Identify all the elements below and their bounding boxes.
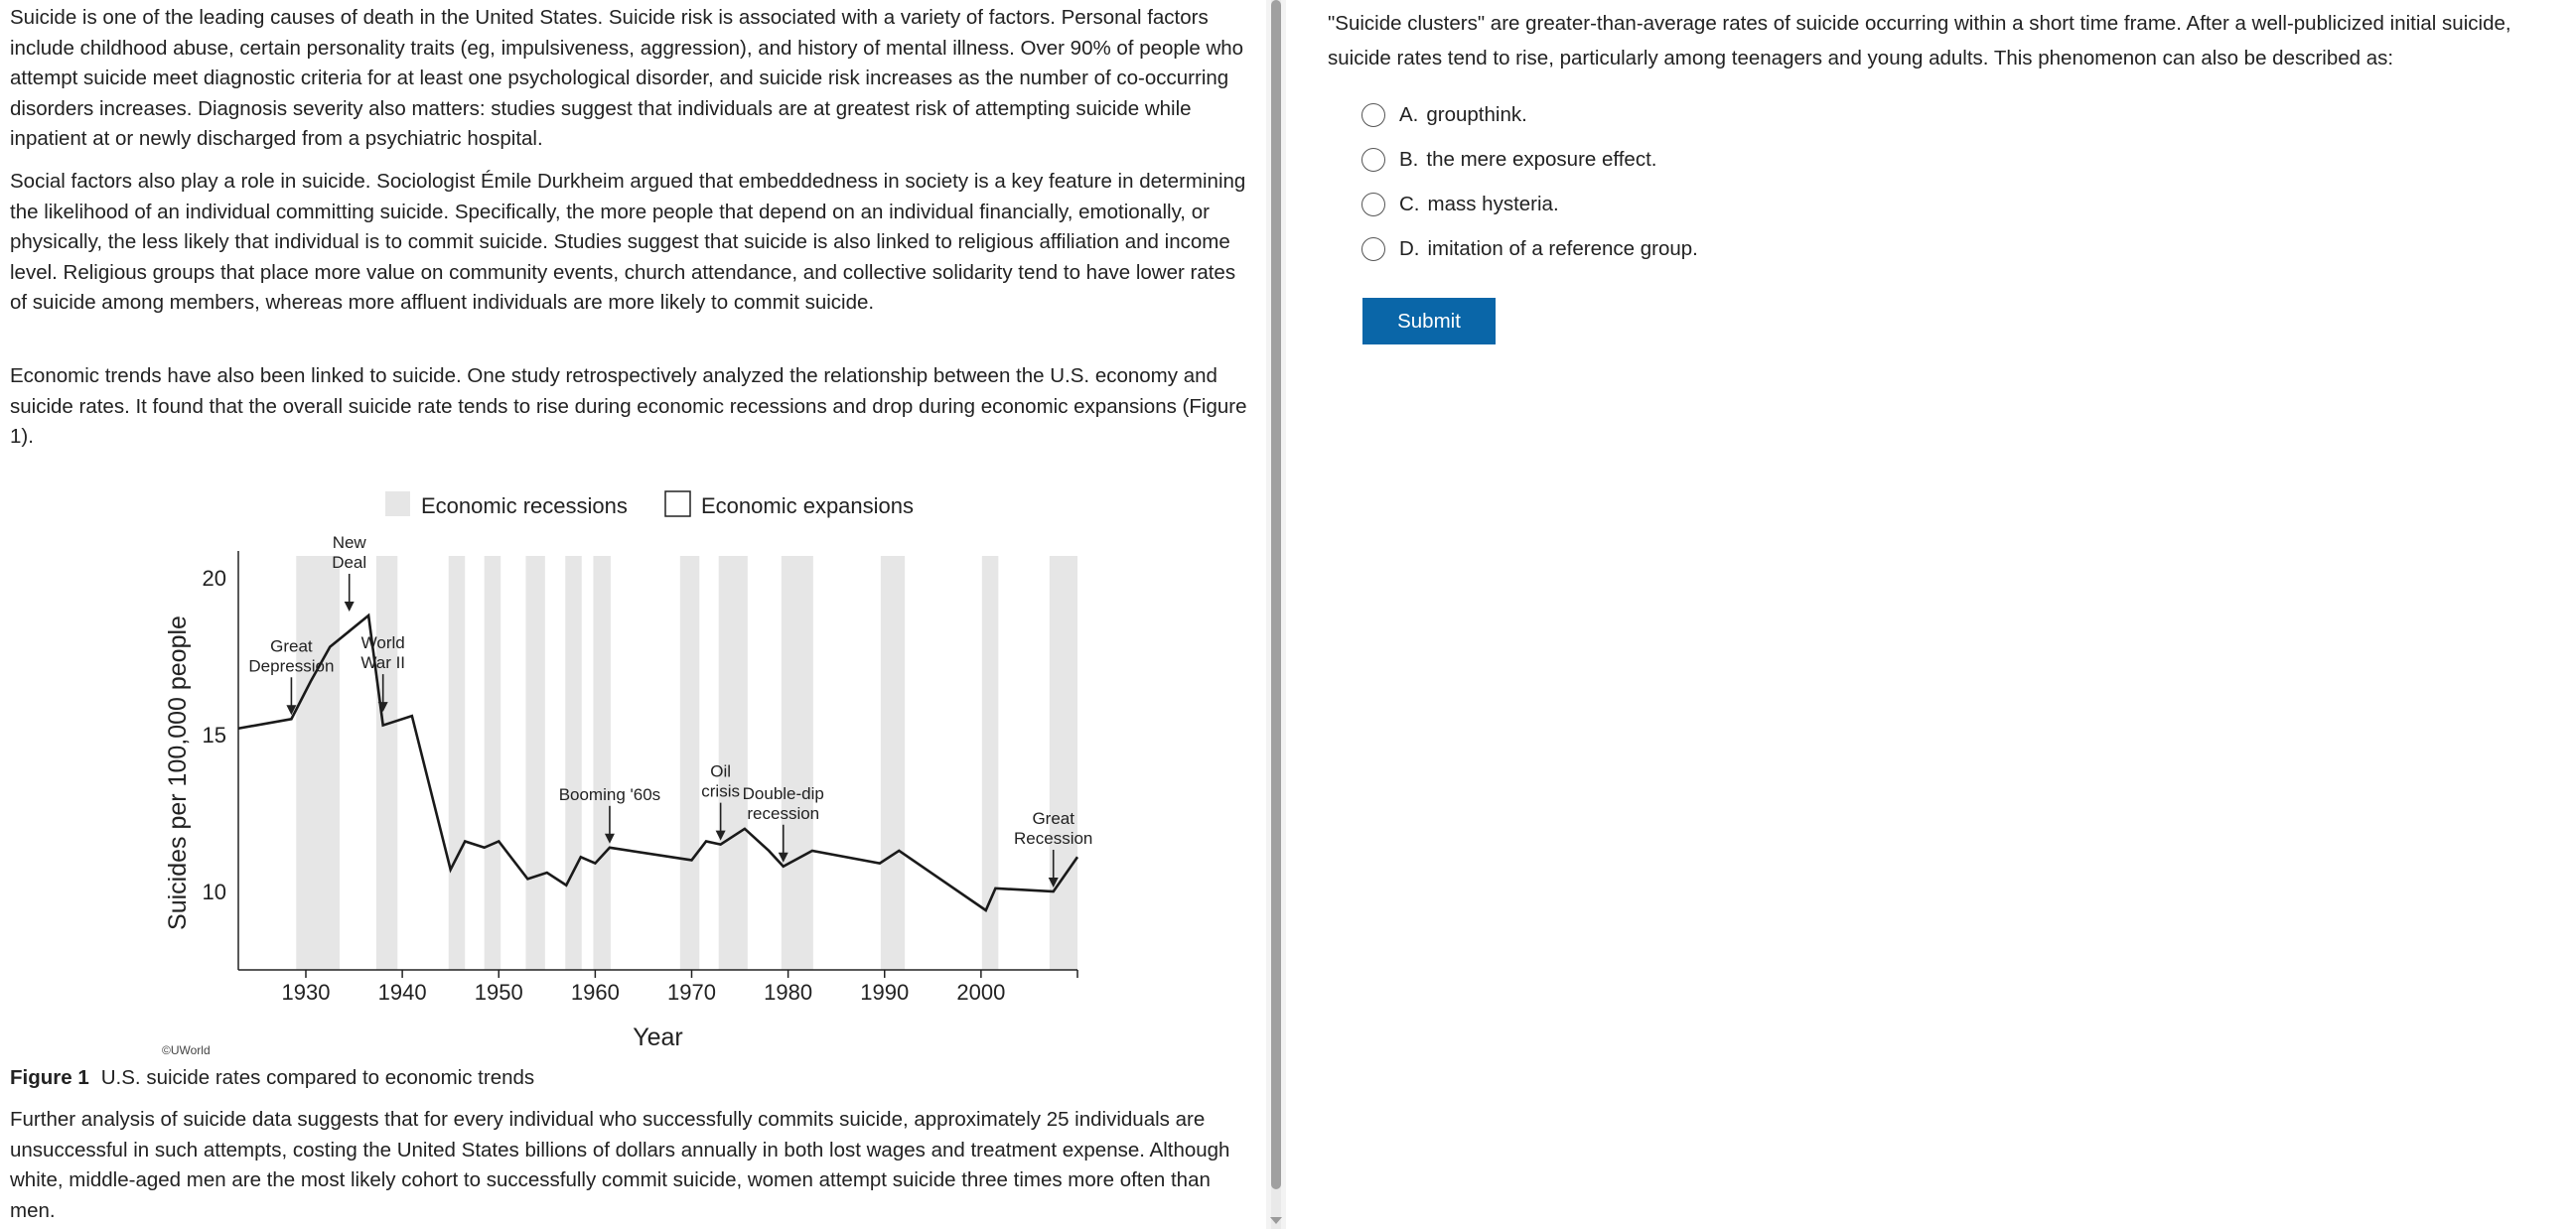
figure-caption (10, 1064, 534, 1092)
recession-band (1050, 556, 1077, 970)
choice-text: groupthink. (1426, 103, 1527, 126)
y-tick-label: 10 (202, 880, 226, 905)
figure-copyright: ©UWorld (162, 1043, 211, 1057)
answer-choice-d[interactable] (1361, 231, 1698, 267)
radio-button-icon[interactable] (1361, 237, 1385, 261)
recession-band (680, 556, 699, 970)
legend-swatch (385, 491, 410, 516)
recession-band (485, 556, 501, 970)
radio-button-icon[interactable] (1361, 103, 1385, 127)
annotation-label: Great (270, 636, 313, 656)
annotation-label: Oil (710, 761, 732, 781)
recession-band (376, 556, 397, 970)
x-tick-label: 2000 (956, 980, 1006, 1005)
radio-button-icon[interactable] (1361, 148, 1385, 172)
choice-letter: C. (1399, 193, 1420, 215)
submit-button[interactable]: Submit (1362, 298, 1496, 344)
y-axis-title: Suicides per 100,000 people (164, 615, 192, 930)
passage-panel (0, 0, 1266, 1229)
choice-text: imitation of a reference group. (1427, 237, 1698, 260)
recession-band (565, 556, 582, 970)
question-stem: "Suicide clusters" are greater-than-average rates of suicide occurring within a short time frame. After a well-publicized initial suicide, suicide rates tend to rise, particularly among teenagers and young adults. This phenomenon can also be described as: (1328, 12, 2511, 69)
passage-scrollbar-thumb[interactable] (1271, 0, 1281, 1189)
x-tick-label: 1980 (764, 980, 813, 1005)
recession-band (881, 556, 905, 970)
annotation-label: War II (360, 653, 406, 673)
radio-button-icon[interactable] (1361, 193, 1385, 216)
annotation-label: Deal (332, 553, 367, 573)
recession-band (296, 556, 340, 970)
annotation-arrowhead-icon (345, 602, 355, 612)
choice-text: mass hysteria. (1427, 193, 1559, 215)
annotation-label: World (360, 633, 405, 653)
figure-1-chart (0, 467, 1266, 1062)
passage-paragraph-3: Economic trends have also been linked to suicide. One study retrospectively analyzed the relationship between the U.S. economy and suicide rates. It found that the overall suicide rate tends to rise during economic recessions and drop during economic expansions (Figure 1). (10, 364, 1247, 449)
x-tick-label: 1950 (474, 980, 523, 1005)
choice-letter: A. (1399, 103, 1419, 126)
answer-choice-c[interactable] (1361, 187, 1559, 222)
passage-paragraph-4: Further analysis of suicide data suggests that for every individual who successfully commits suicide, approximately 25 individuals are unsuccessful in such attempts, costing the United States billions of dollars annually in both lost wages and treatment expense. Although white, middle-aged men are the most likely cohort to successfully commit suicide, women attempt suicide three times more often than men. (10, 1108, 1230, 1222)
choice-text: the mere exposure effect. (1426, 148, 1657, 171)
passage-paragraph-2: Social factors also play a role in suicide. Sociologist Émile Durkheim argued that embeddedness in society is a key feature in determining the likelihood of an individual committing suicide. Specifically, the more people that depend on an individual financially, emotionally, or physically, the less likely that individual is to commit suicide. Studies suggest that suicide is also linked to religious affiliation and income level. Religious groups that place more value on community events, church attendance, and collective solidarity tend to have lower rates of suicide among members, whereas more affluent individuals are more likely to commit suicide. (10, 170, 1246, 315)
answer-choice-b[interactable] (1361, 142, 1656, 178)
recession-band (782, 556, 813, 970)
chart-svg (0, 467, 1266, 1062)
scroll-down-arrow-icon[interactable] (1270, 1217, 1282, 1224)
x-tick-label: 1970 (667, 980, 716, 1005)
x-tick-label: 1990 (860, 980, 910, 1005)
recession-band (593, 556, 610, 970)
x-tick-label: 1940 (377, 980, 427, 1005)
annotation-label: Booming '60s (558, 784, 661, 804)
figure-caption-text: U.S. suicide rates compared to economic trends (100, 1066, 535, 1089)
annotation-label: Depression (248, 656, 335, 676)
annotation-label: recession (747, 803, 820, 823)
legend-swatch (665, 491, 690, 516)
choice-letter: B. (1399, 148, 1419, 171)
annotation-label: crisis (701, 781, 740, 801)
x-tick-label: 1960 (570, 980, 620, 1005)
choice-letter: D. (1399, 237, 1420, 260)
x-tick-label: 1930 (281, 980, 331, 1005)
annotation-label: Recession (1014, 829, 1093, 849)
annotation-label: New (332, 533, 366, 553)
x-axis-title: Year (633, 1024, 683, 1051)
recession-band (449, 556, 466, 970)
annotation-label: Double-dip (742, 783, 824, 803)
legend-label: Economic recessions (421, 493, 628, 518)
y-tick-label: 20 (202, 566, 226, 592)
y-tick-label: 15 (202, 723, 226, 749)
answer-choice-a[interactable] (1361, 97, 1527, 133)
passage-paragraph-1: Suicide is one of the leading causes of death in the United States. Suicide risk is associated with a variety of factors. Personal factors include childhood abuse, certain personality traits (eg, impulsiveness, aggression), and history of mental illness. Over 90% of people who attempt suicide meet diagnostic criteria for at least one psychological disorder, and suicide risk increases as the number of co-occurring disorders increases. Diagnosis severity also matters: studies suggest that individuals are at greatest risk of attempting suicide while inpatient at or newly discharged from a psychiatric hospital. (10, 6, 1244, 151)
figure-label: Figure 1 (10, 1066, 89, 1089)
question-panel (1328, 0, 2569, 1229)
annotation-label: Great (1032, 809, 1074, 829)
recession-band (525, 556, 544, 970)
legend-label: Economic expansions (701, 493, 915, 518)
